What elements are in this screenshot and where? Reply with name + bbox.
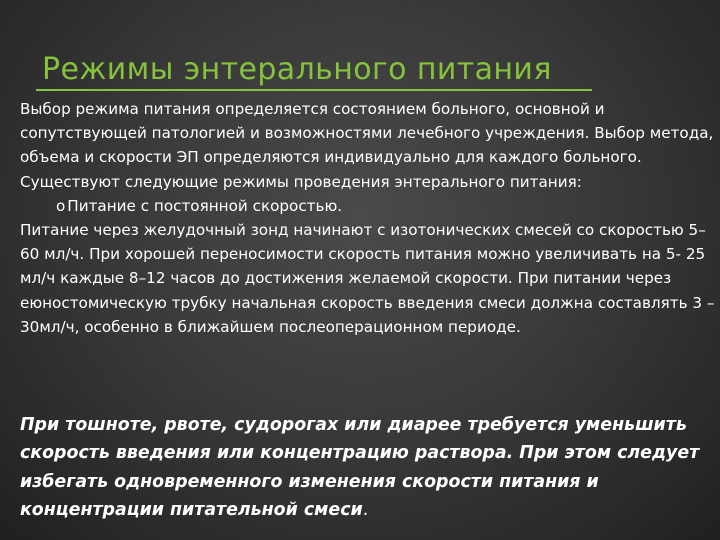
paragraph-mode-selection: Выбор режима питания определяется состоянием больного, основной и сопутствующей патологией и возможностями лечебного учреждения. Выбор метода, объема и скорости ЭП определяются индивидуально для каждого больного. [20,100,714,167]
slide-title: Режимы энтерального питания [42,52,552,87]
emphasis-end-mark: . [362,499,369,520]
paragraph-modes-intro: Существуют следующие режимы проведения энтерального питания: [20,172,582,191]
bullet-icon: o [56,196,66,215]
title-underline [36,89,592,91]
slide-body [6,97,716,339]
list-item [6,194,716,218]
emphasis-paragraph [6,411,716,524]
emphasis-block [6,411,716,524]
paragraph-feeding-rate: Питание через желудочный зонд начинают с изотонических смесей со скоростью 5–60 мл/ч. При хорошей переносимости скорость питания можно увеличивать на 5- 25 мл/ч каждые 8–12 часов до достижения желаемой скорости. При питании через еюностомическую трубку начальная скорость введения смеси должна составлять 3 –30мл/ч, особенно в ближайшем послеоперационном периоде. [20,221,715,336]
bullet-text: Питание с постоянной скоростью. [67,196,343,215]
emphasis-text: При тошноте, рвоте, судорогах или диарее требуется уменьшить скорость введения или концентрацию раствора. При этом следует избегать одновременного изменения скорости питания и концентрации питательной смеси [20,415,700,520]
